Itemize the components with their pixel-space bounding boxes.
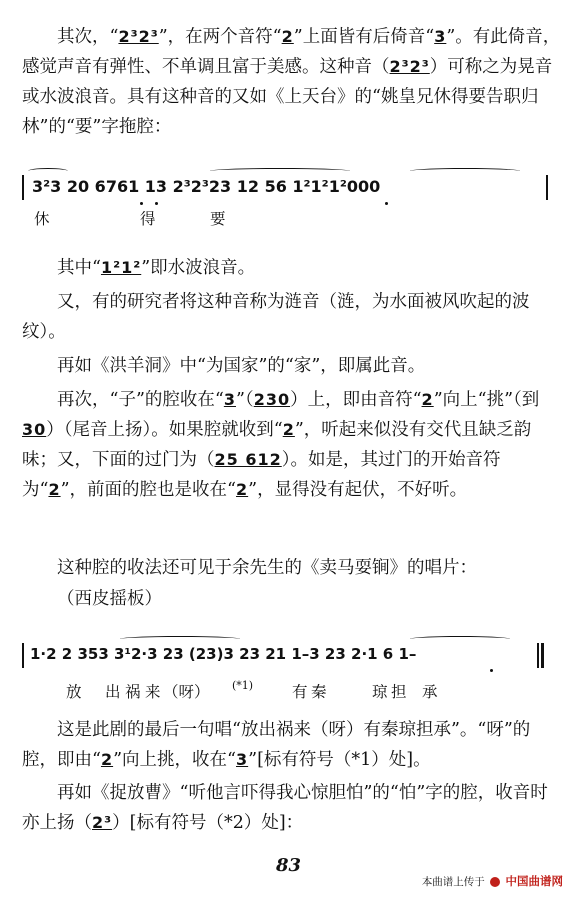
- lyric: 放: [66, 683, 82, 701]
- text: ）（尾音上扬）。如果腔就收到“: [46, 420, 283, 440]
- text: ”。有此倚音，感觉声音有弹性、不单调且富于美感。这种音（: [22, 27, 561, 77]
- paragraph-3: 又，有的研究者将这种音称为涟音（涟，为水面被风吹起的波纹）。: [22, 292, 530, 342]
- text: 再次，“子”的腔收在“: [57, 390, 224, 410]
- slur-mark: [410, 168, 520, 174]
- notation: 2: [282, 420, 295, 439]
- notation: 3: [434, 27, 447, 46]
- lyric: （呀）: [163, 683, 210, 701]
- text: 其中“: [57, 258, 101, 278]
- paragraph-6: 这种腔的收法还可见于余先生的《卖马耍锏》的唱片：: [57, 558, 477, 578]
- lyric: 担: [391, 683, 407, 701]
- octave-dot: [155, 202, 158, 205]
- footnote-mark: (*1): [232, 679, 254, 692]
- lyric: 秦: [311, 683, 327, 701]
- text: ”（: [235, 390, 254, 410]
- score-1-notes: 3²3 20 6761 13 2³2³23 12 56 1²1²1²000: [32, 177, 381, 196]
- paragraph-4: 再如《洪羊洞》中“为国家”的“家”，即属此音。: [57, 356, 426, 376]
- text: ”向上挑，收在“: [113, 750, 236, 770]
- text: 其次，“: [57, 27, 119, 47]
- bar-line: [546, 175, 548, 200]
- lyric: 来: [145, 683, 161, 701]
- source-watermark: [422, 873, 563, 889]
- octave-dot: [385, 202, 388, 205]
- text: ”上面皆有后倚音“: [293, 27, 435, 47]
- paragraph-7: （西皮摇板）: [57, 589, 162, 609]
- final-bar-line: [541, 643, 544, 668]
- notation: 1²1²: [100, 258, 142, 277]
- notation: 2: [100, 750, 114, 769]
- paragraph-2: [22, 253, 563, 283]
- text: ”，显得没有起伏，不好听。: [248, 480, 468, 500]
- paragraph-5: [22, 385, 563, 505]
- text: ”，在两个音符“: [158, 27, 282, 47]
- notation: 230: [253, 390, 291, 409]
- text: ”[标有符号（*1）处]。: [248, 750, 431, 770]
- bar-line: [22, 643, 24, 668]
- notation: 2: [48, 480, 61, 499]
- notation: 2: [236, 480, 249, 499]
- notation: 3: [223, 390, 236, 409]
- lyric: 琼: [372, 683, 388, 701]
- text: ”，前面的腔也是收在“: [60, 480, 236, 500]
- notation: 25 612: [214, 450, 282, 469]
- notation: 2: [421, 390, 434, 409]
- text: ）可称之为晃音或水波浪音。具有这种音的又如《上天台》的“姚皇兄休得要告职归林”的“要”字拖腔：: [22, 57, 553, 137]
- text: ”向上“挑”（到: [433, 390, 540, 410]
- text: ）[标有符号（*2）处]：: [112, 813, 304, 833]
- bar-line: [537, 643, 539, 668]
- paragraph-8: [22, 715, 563, 775]
- text: ”，听起来似没有交代且缺乏韵味；又，下面的过门为（: [22, 420, 532, 470]
- slur-mark: [28, 168, 68, 174]
- slur-mark: [210, 168, 350, 174]
- lyric: 祸: [125, 683, 141, 701]
- paragraph-9: [22, 778, 563, 838]
- notation: 2: [281, 27, 294, 46]
- slur-mark: [120, 636, 240, 642]
- source-logo-icon: [490, 877, 500, 887]
- lyric: 得: [140, 210, 156, 228]
- source-prefix: 本曲谱上传于: [421, 876, 485, 888]
- paragraph-1: [22, 22, 563, 142]
- lyric: 要: [210, 210, 226, 228]
- lyric: 承: [422, 683, 438, 701]
- notation: 3: [236, 750, 249, 769]
- text: ）。如是，其过门的开始音符为“: [22, 450, 501, 500]
- notation: 2³2³: [389, 57, 430, 76]
- notation: 30: [22, 420, 47, 439]
- text: ”即水波浪音。: [141, 258, 256, 278]
- notation: 2³: [92, 813, 113, 832]
- octave-dot: [140, 202, 143, 205]
- octave-dot: [490, 669, 493, 672]
- lyric: 出: [105, 683, 121, 701]
- text: 这是此剧的最后一句唱“放出祸来（呀）有秦琼担承”。“呀”的腔，即由“: [22, 720, 531, 770]
- score-2-notes: 1·2 2 353 3¹2·3 23 (23)3 23 21 1–3 23 2·1 6 1–: [30, 645, 417, 663]
- bar-line: [22, 175, 24, 200]
- lyric: 休: [34, 210, 50, 228]
- slur-mark: [410, 636, 510, 642]
- text: ）上，即由音符“: [290, 390, 422, 410]
- lyric: 有: [292, 683, 308, 701]
- notation: 2³2³: [118, 27, 159, 46]
- text: 再如《捉放曹》“听他言吓得我心惊胆怕”的“怕”字的腔，收音时亦上扬（: [22, 783, 548, 833]
- page-number: 83: [275, 855, 302, 876]
- source-brand: 中国曲谱网: [505, 874, 563, 888]
